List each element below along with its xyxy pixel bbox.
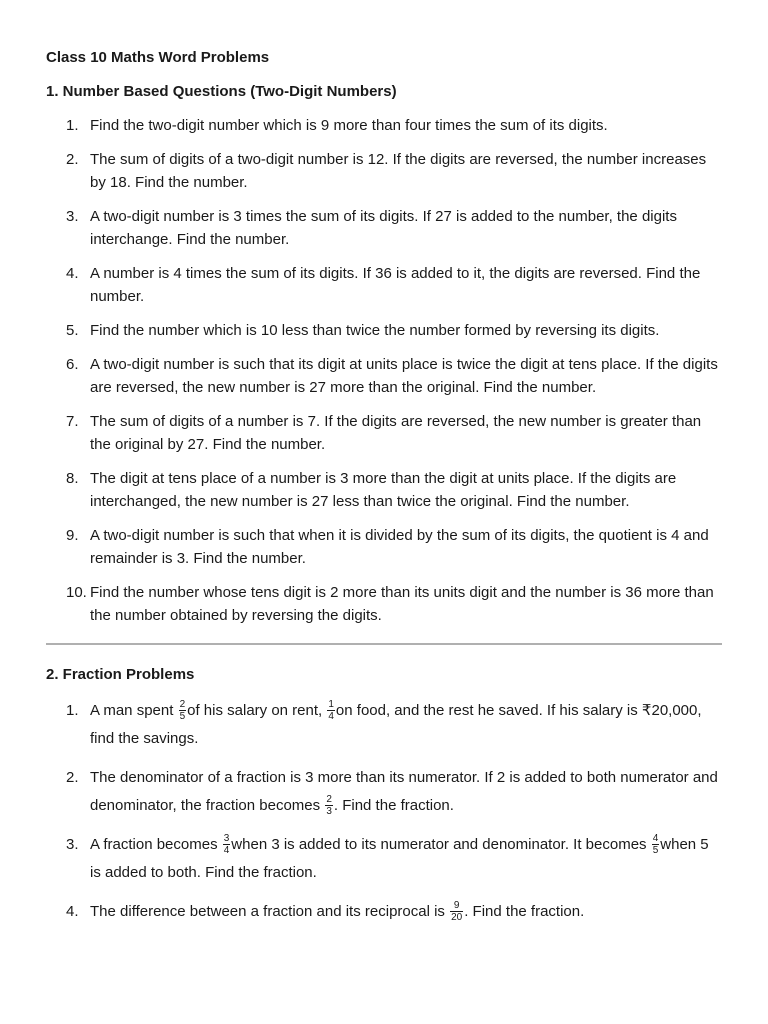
question-text: A two-digit number is such that its digit at units place is twice the digit at tens place. If the digits are reversed, the new number is 27 more than the original. Find the number.: [90, 356, 718, 396]
fraction: $\frac{2}{3}$: [326, 793, 332, 817]
list-item: 5. Find the number which is 10 less than twice the number formed by reversing its digits.: [66, 322, 660, 339]
list-item: 10. Find the number whose tens digit is 2 more than its units digit and the number is 36 more than the number obtained by reversing the digits.: [66, 584, 714, 624]
fraction: $\frac{4}{5}$: [652, 832, 659, 856]
question-text: Find the number whose tens digit is 2 more than its units digit and the number is 36 more than the number obtained by reversing the digits.: [90, 584, 714, 624]
question-text: A number is 4 times the sum of its digits. If 36 is added to it, the digits are reversed. Find the number.: [90, 265, 701, 305]
question-text: The sum of digits of a number is 7. If the digits are reversed, the new number is greater than the original by 27. Find the number.: [90, 413, 702, 453]
fraction: $\frac{9}{20}$: [451, 899, 463, 923]
question-text: when 3 is added to its numerator and denominator. It becomes: [231, 836, 651, 853]
number-questions-list: [46, 114, 722, 627]
list-item: 7. The sum of digits of a number is 7. If the digits are reversed, the new number is greater than the original by 27. Find the number.: [66, 413, 702, 453]
question-text: A two-digit number is 3 times the sum of its digits. If 27 is added to the number, the digits interchange. Find the number.: [90, 208, 677, 248]
question-text: The digit at tens place of a number is 3 more than the digit at units place. If the digits are interchanged, the new number is 27 less than twice the original. Find the number.: [90, 470, 677, 510]
question-text: The difference between a fraction and its reciprocal is: [90, 903, 450, 920]
list-item: 1. Find the two-digit number which is 9 more than four times the sum of its digits.: [66, 117, 608, 134]
fraction: $\frac{3}{4}$: [223, 832, 230, 856]
fraction: $\frac{2}{5}$: [179, 698, 186, 722]
question-text: A fraction becomes: [90, 836, 222, 853]
list-item: 9. A two-digit number is such that when it is divided by the sum of its digits, the quotient is 4 and remainder is 3. Find the number.: [66, 527, 709, 567]
question-text: Find the number which is 10 less than twice the number formed by reversing its digits.: [90, 322, 660, 339]
section-heading-fractions: 2. Fraction Problems: [46, 666, 195, 683]
question-text: A two-digit number is such that when it is divided by the sum of its digits, the quotient is 4 and remainder is 3. Find the number.: [90, 527, 709, 567]
question-text: of his salary on rent,: [187, 702, 327, 719]
fraction: $\frac{1}{4}$: [328, 698, 334, 722]
list-item: 8. The digit at tens place of a number is 3 more than the digit at units place. If the digits are interchanged, the new number is 27 less than twice the original. Find the number.: [66, 470, 677, 510]
question-text: when 5 is added to both. Find the fraction.: [90, 836, 709, 881]
section-divider: [46, 643, 722, 645]
list-item: 3. A two-digit number is 3 times the sum of its digits. If 27 is added to the number, the digits interchange. Find the number.: [66, 208, 677, 248]
question-text: on food, and the rest he saved. If his salary is ₹20,000, find the savings.: [90, 702, 702, 747]
list-item: 4. A number is 4 times the sum of its digits. If 36 is added to it, the digits are reversed. Find the number.: [66, 265, 701, 305]
question-text: Find the two-digit number which is 9 more than four times the sum of its digits.: [90, 117, 608, 134]
list-item: 2. The sum of digits of a two-digit number is 12. If the digits are reversed, the number increases by 18. Find the number.: [66, 151, 707, 191]
list-item: 3. A fraction becomes $\frac{3}{4}$ when 3 is added to its numerator and denominator. It becomes $\frac{4}{5}$ when 5 is added to both. Find the fraction.: [66, 832, 709, 881]
document-title: Class 10 Maths Word Problems: [46, 49, 270, 66]
question-text: . Find the fraction.: [333, 797, 454, 814]
fraction-questions-list: [46, 697, 722, 926]
list-item: 1. A man spent $\frac{2}{5}$ of his salary on rent, $\frac{1}{4}$ on food, and the rest he saved. If his salary is ₹20,000, find the savings.: [66, 698, 702, 747]
question-text: The denominator of a fraction is 3 more than its numerator. If 2 is added to both numerator and denominator, the fraction becomes: [90, 769, 718, 814]
question-text: The sum of digits of a two-digit number is 12. If the digits are reversed, the number increases by 18. Find the number.: [90, 151, 707, 191]
list-item: 2. The denominator of a fraction is 3 more than its numerator. If 2 is added to both numerator and denominator, the fraction becomes $\frac{2}{3}$ . Find the fraction.: [66, 769, 718, 817]
list-item: 6. A two-digit number is such that its digit at units place is twice the digit at tens place. If the digits are reversed, the new number is 27 more than the original. Find the number.: [66, 356, 718, 396]
list-item: 4. The difference between a fraction and its reciprocal is $\frac{9}{20}$ . Find the fraction.: [66, 899, 585, 923]
question-text: A man spent: [90, 702, 178, 719]
section-heading-number-based: 1. Number Based Questions (Two-Digit Numbers): [46, 83, 397, 100]
question-text: . Find the fraction.: [464, 903, 585, 920]
